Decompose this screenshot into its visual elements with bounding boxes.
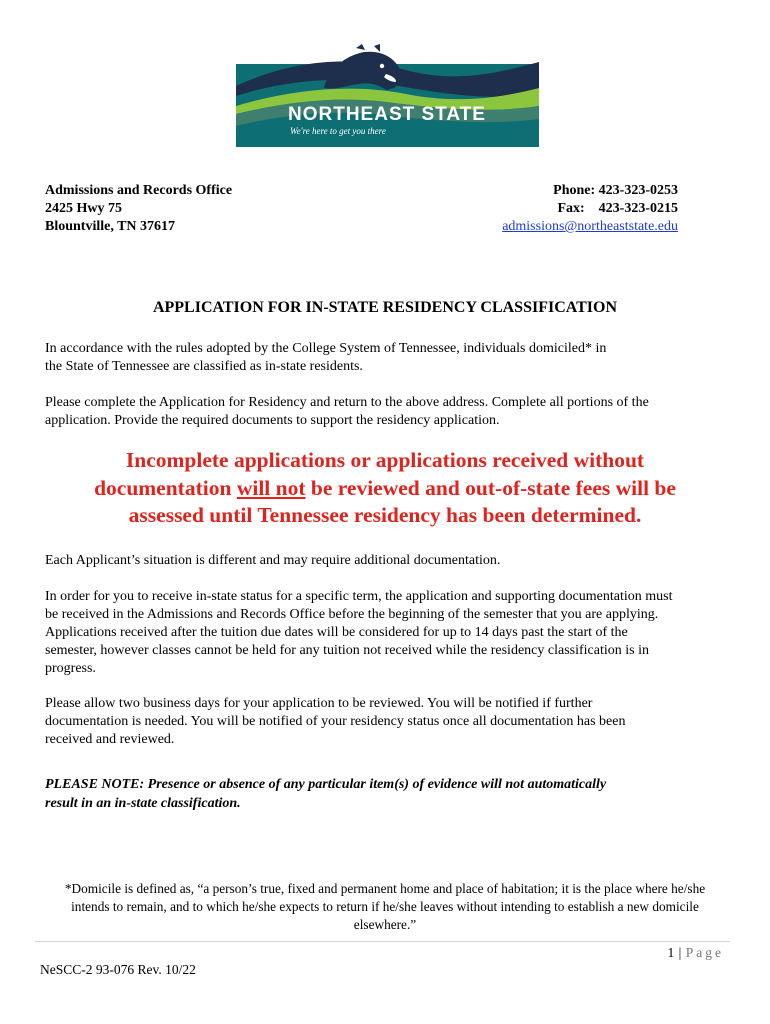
warning-line: Incomplete applications or applications received without bbox=[125, 448, 645, 472]
text-line: progress. bbox=[45, 661, 96, 676]
intro-paragraph bbox=[45, 340, 735, 376]
page-number-value: 1 bbox=[667, 945, 675, 960]
note-line: PLEASE NOTE: Presence or absence of any particular item(s) of evidence will not automatically bbox=[45, 777, 607, 792]
warning-text: be reviewed and out-of-state fees will be bbox=[305, 475, 676, 500]
page-number bbox=[668, 945, 724, 961]
office-city: Blountville, TN 37617 bbox=[45, 219, 176, 234]
warning-line: assessed until Tennessee residency has been determined. bbox=[128, 503, 642, 527]
office-name: Admissions and Records Office bbox=[45, 183, 233, 198]
footer-divider bbox=[35, 941, 730, 942]
warning-emphasis: will not bbox=[236, 475, 306, 500]
contact-block bbox=[502, 182, 678, 236]
office-street: 2425 Hwy 75 bbox=[45, 201, 122, 216]
warning-line bbox=[0, 475, 770, 503]
text-line: be received in the Admissions and Records Office before the beginning of the semester that you are applying. bbox=[45, 607, 659, 622]
text-line: Please allow two business days for your application to be reviewed. You will be notified if further bbox=[45, 696, 593, 711]
office-address bbox=[45, 182, 232, 236]
text-line: Each Applicant’s situation is different and may require additional documentation. bbox=[45, 553, 501, 568]
text-line: documentation is needed. You will be notified of your residency status once all documentation has been bbox=[45, 714, 626, 729]
northeast-state-logo bbox=[236, 44, 539, 147]
fax-row bbox=[502, 200, 678, 218]
phone-row bbox=[502, 182, 678, 200]
instructions-paragraph bbox=[45, 394, 735, 430]
text-line: semester, however classes cannot be held for any tuition not received while the residency classification is in bbox=[45, 643, 649, 658]
document-title: APPLICATION FOR IN-STATE RESIDENCY CLASSIFICATION bbox=[152, 299, 618, 316]
review-time-paragraph bbox=[45, 695, 735, 749]
form-number: NeSCC-2 93-076 Rev. 10/22 bbox=[40, 962, 196, 977]
domicile-footnote bbox=[40, 880, 730, 934]
fax-label: Fax: bbox=[557, 201, 585, 216]
footnote-line: *Domicile is defined as, “a person’s true, fixed and permanent home and place of habitation; it is the place where he/she bbox=[64, 881, 706, 896]
page-separator: | bbox=[678, 945, 682, 960]
phone-label: Phone: bbox=[553, 183, 596, 198]
note-line: result in an in-state classification. bbox=[45, 796, 241, 811]
warning-notice bbox=[0, 447, 770, 530]
text-line: In accordance with the rules adopted by the College System of Tennessee, individuals domiciled* in bbox=[45, 341, 607, 356]
text-line: received and reviewed. bbox=[45, 732, 175, 747]
text-line: the State of Tennessee are classified as in-state residents. bbox=[45, 359, 363, 374]
deadline-paragraph bbox=[45, 588, 735, 678]
phone-number: 423-323-0253 bbox=[598, 183, 678, 198]
footnote-line: intends to remain, and to which he/she expects to return if he/she leaves without intending to establish a new domicile bbox=[71, 899, 699, 914]
applicant-situation-paragraph bbox=[45, 552, 735, 570]
please-note bbox=[45, 775, 735, 813]
text-line: application. Provide the required documents to support the residency application. bbox=[45, 413, 500, 428]
email-link[interactable]: admissions@northeaststate.edu bbox=[502, 219, 678, 234]
logo-wordmark: NORTHEAST STATE bbox=[288, 104, 486, 125]
warning-text: documentation bbox=[94, 475, 237, 500]
text-line: Please complete the Application for Residency and return to the above address. Complete all portions of the bbox=[45, 395, 649, 410]
footnote-line: elsewhere.” bbox=[353, 917, 417, 932]
text-line: In order for you to receive in-state status for a specific term, the application and supporting documentation must bbox=[45, 589, 673, 604]
page-word: Page bbox=[685, 945, 724, 960]
text-line: Applications received after the tuition due dates will be considered for up to 14 days past the start of the bbox=[45, 625, 628, 640]
logo-tagline: We're here to get you there bbox=[290, 126, 386, 136]
fax-number: 423-323-0215 bbox=[598, 201, 678, 216]
